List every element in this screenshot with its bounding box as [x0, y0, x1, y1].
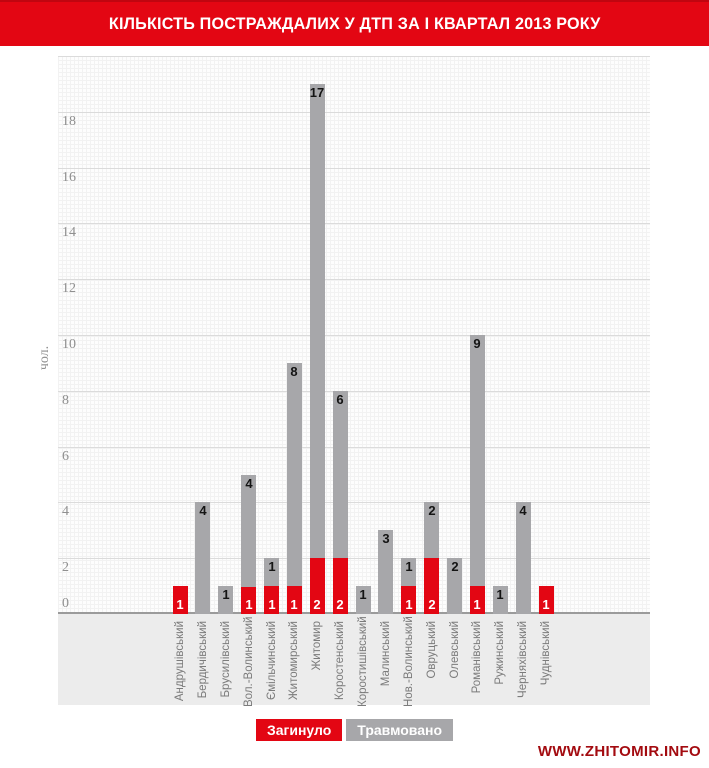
category-label: Малинський: [380, 621, 392, 687]
category-label: Коростенський: [334, 621, 346, 701]
legend-item-died: Загинуло: [256, 719, 342, 741]
category-label: Бердичівський: [197, 621, 209, 699]
y-tick-label: 18: [62, 114, 76, 129]
y-tick-label: 8: [62, 393, 69, 408]
bar-segment-injured: [287, 363, 302, 586]
gridline: [58, 558, 650, 559]
bar-value-label-injured: 9: [473, 336, 481, 351]
gridline: [58, 56, 650, 57]
category-label: Вол.-Волинський: [243, 616, 255, 707]
bar-value-label-died: 2: [313, 597, 321, 612]
bar-value-label-died: 1: [176, 597, 184, 612]
bar-value-label-died: 1: [473, 597, 481, 612]
category-label: Романівський: [471, 621, 483, 694]
y-tick-label: 10: [62, 337, 76, 352]
bar-value-label-died: 1: [268, 597, 276, 612]
bar-value-label-injured: 4: [199, 503, 207, 518]
bar-segment-injured: [470, 335, 485, 586]
bar-value-label-injured: 2: [451, 559, 459, 574]
bar-value-label-injured: 1: [222, 587, 230, 602]
category-label: Коростишівський: [357, 616, 369, 707]
bar-value-label-injured: 3: [382, 531, 390, 546]
gridline: [58, 279, 650, 280]
watermark-link[interactable]: WWW.ZHITOMIR.INFO: [537, 743, 701, 760]
category-label: Черняхівський: [517, 621, 529, 698]
y-tick-label: 4: [62, 504, 69, 519]
gridline: [58, 168, 650, 169]
bar-value-label-injured: 4: [519, 503, 527, 518]
category-label: Ружинський: [494, 621, 506, 685]
bar-segment-injured: [310, 84, 325, 558]
category-label: Житомир: [311, 621, 323, 671]
category-label: Овруцький: [426, 621, 438, 679]
bar-segment-injured: [195, 502, 210, 614]
gridline: [58, 112, 650, 113]
y-tick-label: 0: [62, 596, 69, 611]
gridline: [58, 502, 650, 503]
legend-item-injured: Травмовано: [346, 719, 453, 741]
category-label: Олевський: [449, 621, 461, 679]
category-label: Чуднівський: [540, 621, 552, 686]
y-tick-label: 14: [62, 225, 76, 240]
legend: [0, 719, 709, 741]
bar-segment-injured: [516, 502, 531, 614]
gridline: [58, 447, 650, 448]
bar-value-label-injured: 2: [428, 503, 436, 518]
bar-value-label-injured: 4: [245, 476, 253, 491]
gridline: [58, 223, 650, 224]
bar-value-label-injured: 8: [290, 364, 298, 379]
bar-value-label-injured: 1: [496, 587, 504, 602]
gridline: [58, 335, 650, 336]
category-label: Ємільчинський: [266, 621, 278, 701]
bar-value-label-died: 1: [245, 597, 253, 612]
y-tick-label: 2: [62, 560, 69, 575]
bar-value-label-died: 1: [542, 597, 550, 612]
header-banner: [0, 0, 709, 46]
category-label: Андрушівський: [174, 621, 186, 702]
bar-value-label-injured: 17: [309, 85, 325, 100]
category-label: Нов.-Волинський: [403, 616, 415, 707]
bar-value-label-died: 2: [428, 597, 436, 612]
category-band: [58, 614, 650, 705]
category-label: Брусилівський: [220, 621, 232, 698]
bar-value-label-injured: 1: [268, 559, 276, 574]
bar-value-label-died: 1: [405, 597, 413, 612]
plot-area: [58, 56, 650, 614]
bar-value-label-injured: 6: [336, 392, 344, 407]
bar-value-label-injured: 1: [405, 559, 413, 574]
category-label: Житомирський: [288, 621, 300, 700]
chart-title: КІЛЬКІСТЬ ПОСТРАЖДАЛИХ У ДТП ЗА І КВАРТАЛ 2013 РОКУ: [108, 14, 601, 33]
bar-value-label-died: 2: [336, 597, 344, 612]
bar-value-label-died: 1: [290, 597, 298, 612]
y-axis-title: чол.: [37, 345, 52, 371]
bar-segment-injured: [333, 391, 348, 558]
bar-segment-injured: [241, 475, 256, 587]
y-tick-label: 6: [62, 449, 69, 464]
bar-value-label-injured: 1: [359, 587, 367, 602]
y-tick-label: 16: [62, 170, 76, 185]
y-tick-label: 12: [62, 281, 76, 296]
